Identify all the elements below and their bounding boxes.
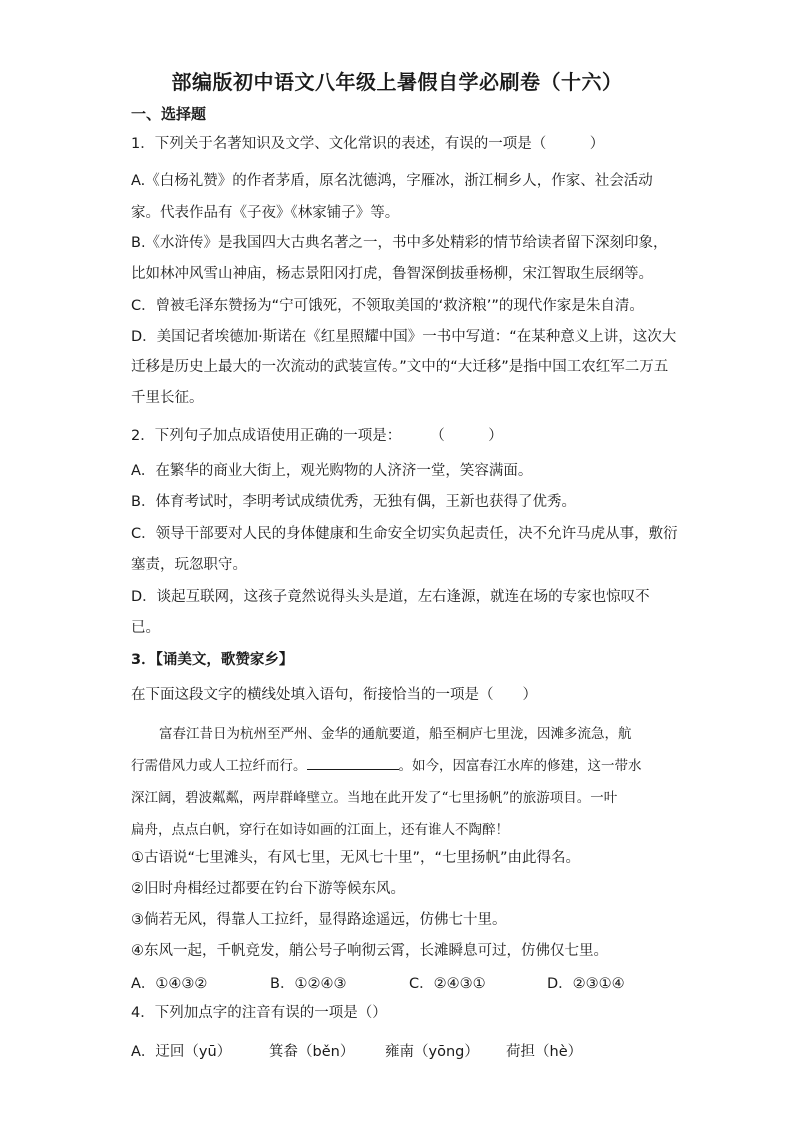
question-2-option-c: C．领导干部要对人民的身体健康和生命安全切实负起责任，决不允许马虎从事，敷衍	[131, 526, 678, 542]
passage-line-2	[131, 754, 663, 774]
question-3-option-d: D．②③①④	[547, 976, 625, 992]
sentence-3: ③倘若无风，得靠人工拉纤，显得路途遥远，仿佛七十里。	[131, 912, 507, 928]
sentence-2: ②旧时舟楫经过都要在钓台下游等候东风。	[131, 881, 405, 897]
question-2-option-d-cont: 已。	[131, 620, 160, 636]
question-3-option-b: B．①②④③	[270, 976, 347, 992]
question-2-stem: 2．下列句子加点成语使用正确的一项是： （ ）	[131, 428, 503, 444]
passage-line-2-text-cont: 。如今，因富春江水库的修建，这一带水	[398, 758, 642, 774]
question-4-option-a: A．迂回（yū）	[131, 1044, 232, 1060]
question-4-word-3: 雍南（yōng）	[385, 1044, 479, 1060]
question-1-option-d: D．美国记者埃德加·斯诺在《红星照耀中国》一书中写道：“在某种意义上讲，这次大	[131, 329, 677, 345]
question-1-option-d-cont2: 千里长征。	[131, 390, 204, 406]
question-4-word-4: 荷担（hè）	[506, 1044, 583, 1060]
passage-line-4: 扁舟，点点白帆，穿行在如诗如画的江面上，还有谁人不陶醉！	[131, 822, 509, 838]
passage-line-2-text: 行需借风力或人工拉纤而行。	[131, 758, 307, 774]
question-1-option-d-cont: 迁移是历史上最大的一次流动的武装宣传。”文中的“大迁移”是指中国工农红军二万五	[131, 359, 669, 375]
question-1-option-a-cont: 家。代表作品有《子夜》《林家铺子》等。	[131, 205, 400, 221]
question-1-option-a: A.《白杨礼赞》的作者茅盾，原名沈德鸿，字雁冰，浙江桐乡人，作家、社会活动	[131, 173, 653, 189]
sentence-4: ④东风一起，千帆竞发，艄公号子响彻云霄，长滩瞬息可过，仿佛仅七里。	[131, 943, 608, 959]
question-4-stem: 4．下列加点字的注音有误的一项是（）	[131, 1005, 387, 1021]
question-2-option-d: D．谈起互联网，这孩子竟然说得头头是道，左右逢源，就连在场的专家也惊叹不	[131, 589, 650, 605]
section-heading: 一、选择题	[131, 105, 207, 123]
question-1-option-b-cont: 比如林冲风雪山神庙，杨志景阳冈打虎，鲁智深倒拔垂杨柳，宋江智取生辰纲等。	[131, 266, 653, 282]
question-3-option-a: A．①④③②	[131, 976, 208, 992]
fill-blank	[307, 757, 399, 770]
sentence-1: ①古语说“七里滩头，有风七里，无风七十里”，“七里扬帆”由此得名。	[131, 850, 581, 866]
question-1-option-b: B.《水浒传》是我国四大古典名著之一，书中多处精彩的情节给读者留下深刻印象，	[131, 235, 668, 251]
passage-line-1: 富春江昔日为杭州至严州、金华的通航要道，船至桐庐七里泷，因滩多流急，航	[159, 726, 632, 742]
page-title: 部编版初中语文八年级上暑假自学必刷卷（十六）	[171, 70, 623, 94]
question-3-stem: 在下面这段文字的横线处填入语句，衔接恰当的一项是（ ）	[131, 687, 537, 703]
question-2-option-a: A．在繁华的商业大街上，观光购物的人济济一堂，笑容满面。	[131, 463, 533, 479]
question-1-option-c: C．曾被毛泽东赞扬为“宁可饿死，不领取美国的‘救济粮’”的现代作家是朱自清。	[131, 298, 644, 314]
question-2-option-c-cont: 塞责，玩忽职守。	[131, 557, 247, 573]
question-4-word-2: 箕畚（běn）	[269, 1044, 355, 1060]
question-3-option-c: C．②④③①	[409, 976, 486, 992]
question-2-option-b: B．体育考试时，李明考试成绩优秀，无独有偶，王新也获得了优秀。	[131, 494, 576, 510]
question-1-stem: 1．下列关于名著知识及文学、文化常识的表述，有误的一项是（ ）	[131, 136, 605, 152]
question-3-heading: 3．【诵美文，歌赞家乡】	[131, 652, 294, 668]
passage-line-3: 深江阔，碧波粼粼，两岸群峰壁立。当地在此开发了“七里扬帆”的旅游项目。一叶	[131, 790, 618, 806]
